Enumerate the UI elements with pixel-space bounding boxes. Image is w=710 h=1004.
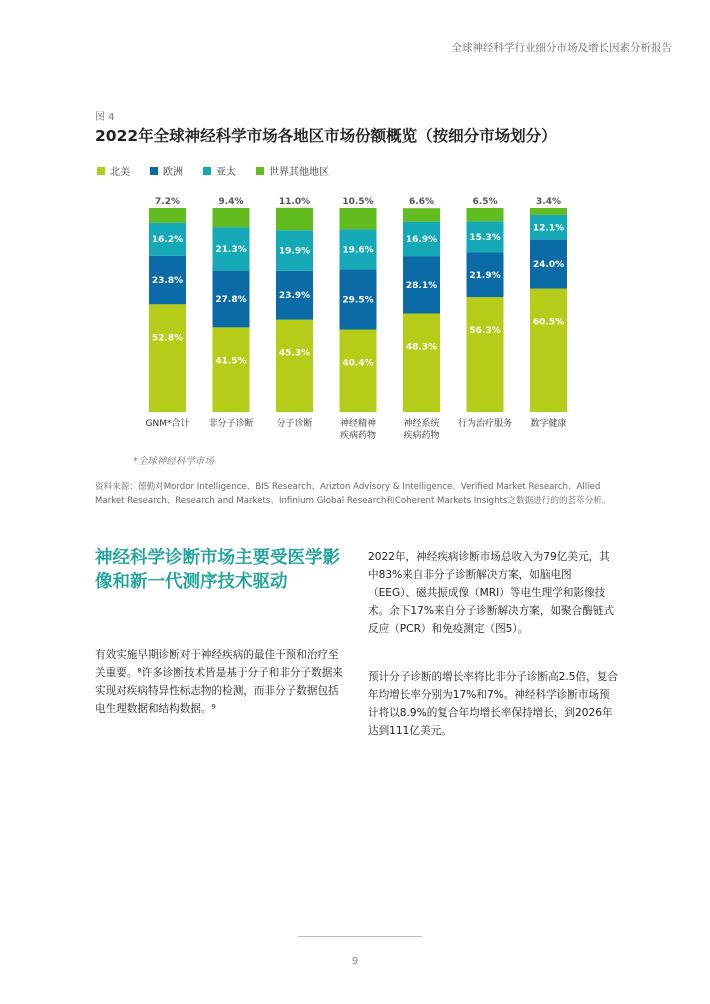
data-label: 9.4% [218, 197, 244, 207]
data-label: 3.4% [536, 197, 561, 207]
stacked-bar-chart [130, 190, 590, 445]
data-label: 16.9% [405, 234, 438, 245]
bar-segment [467, 208, 504, 221]
category-label: 神经精神 [339, 419, 377, 429]
bar-segment [530, 289, 567, 412]
legend-label: 世界其他地区 [269, 167, 329, 178]
data-label: 40.4% [342, 358, 374, 369]
left-paragraph: 有效实施早期诊断对于神经疾病的最佳干预和治疗至关重要。⁸许多诊断技术皆是基于分子和非分子数据来实现对疾病特异性标志物的检测，而非分子数据包括电生理数据和结构数据。⁹ [95, 649, 343, 715]
page-number: 9 [351, 956, 359, 967]
data-label: 52.8% [151, 333, 184, 344]
legend-swatch [203, 167, 211, 175]
category-label: 数字健康 [530, 419, 567, 429]
legend-label: 北美 [110, 167, 130, 178]
data-label: 10.5% [342, 197, 374, 207]
bar-segment [213, 208, 250, 227]
bar-segment [340, 208, 377, 229]
bar-segment [213, 327, 250, 412]
bar-segment [276, 320, 313, 412]
chart-footnote: *全球神经科学市场 [133, 456, 214, 467]
data-label: 28.1% [405, 280, 438, 291]
bar-segment [403, 313, 440, 412]
data-label: 19.6% [342, 245, 374, 256]
data-label: 24.0% [532, 260, 565, 271]
footer-divider [298, 936, 422, 937]
figure-label: 图 4 [95, 112, 115, 123]
data-label: 60.5% [532, 317, 565, 328]
data-label: 11.0% [278, 196, 311, 207]
data-label: 56.3% [469, 326, 501, 337]
data-label: 19.9% [278, 246, 311, 257]
data-label: 27.8% [215, 294, 247, 305]
data-label: 45.3% [278, 348, 311, 359]
data-label: 6.5% [472, 197, 498, 207]
bar-segment [149, 304, 186, 412]
bar-segment [340, 330, 377, 412]
data-label: 16.2% [151, 235, 184, 246]
chart-legend [97, 163, 329, 178]
legend-item [256, 163, 329, 178]
data-label: 6.6% [409, 197, 434, 208]
data-label: 21.9% [469, 270, 501, 281]
legend-label: 亚太 [216, 167, 236, 178]
bar-segment [403, 208, 440, 221]
section-heading: 神经科学诊断市场主要受医学影像和新一代测序技术驱动 [95, 548, 340, 592]
bar-segment [149, 208, 186, 223]
bar-segment [467, 297, 504, 412]
data-label: 23.9% [278, 291, 311, 302]
legend-item [97, 163, 130, 178]
legend-swatch [150, 167, 158, 175]
header-title: 全球神经科学行业细分市场及增长因素分析报告 [451, 42, 672, 54]
legend-item [203, 163, 236, 178]
category-label: 疾病药物 [339, 431, 377, 441]
legend-item [150, 163, 183, 178]
bar-segment [276, 208, 313, 230]
category-label: 行为治疗服务 [457, 419, 513, 429]
data-label: 41.5% [215, 356, 247, 367]
data-label: 7.2% [155, 197, 180, 207]
category-label: GNM*合计 [145, 419, 190, 429]
data-label: 23.8% [151, 276, 184, 287]
data-label: 21.3% [215, 244, 247, 255]
legend-label: 欧洲 [163, 167, 183, 178]
legend-swatch [97, 167, 105, 175]
category-label: 分子诊断 [276, 419, 313, 429]
legend-swatch [256, 167, 264, 175]
data-label: 12.1% [532, 223, 565, 234]
right-paragraph-2: 预计分子诊断的增长率将比非分子诊断高2.5倍，复合年均增长率分别为17%和7%。神经科学诊断市场预计将以8.9%的复合年均增长率保持增长，到2026年达到111亿美元。 [368, 671, 618, 737]
chart-title: 2022年全球神经科学市场各地区市场份额概览（按细分市场划分） [95, 127, 557, 145]
category-label: 非分子诊断 [208, 419, 254, 429]
data-label: 48.3% [405, 342, 438, 353]
category-label: 疾病药物 [403, 431, 440, 441]
category-label: 神经系统 [403, 419, 440, 429]
bar-segment [530, 208, 567, 215]
source-note: 资料来源：德勤对Mordor Intelligence、BIS Research、Arizton Advisory & Intelligence、Verified Market Research、Allied Market Research、Research and Markets、Infinium Global Research和Coherent Markets Insights之数据进行的的荟萃分析。 [95, 482, 611, 506]
data-label: 15.3% [469, 232, 501, 243]
right-paragraph-1: 2022年，神经疾病诊断市场总收入为79亿美元，其中83%来自非分子诊断解决方案，如脑电图（EEG）、磁共振成像（MRI）等电生理学和影像技术。余下17%来自分子诊断解决方案，如聚合酶链式反应（PCR）和免疫测定（图5）。 [368, 551, 615, 635]
data-label: 29.5% [342, 295, 374, 306]
